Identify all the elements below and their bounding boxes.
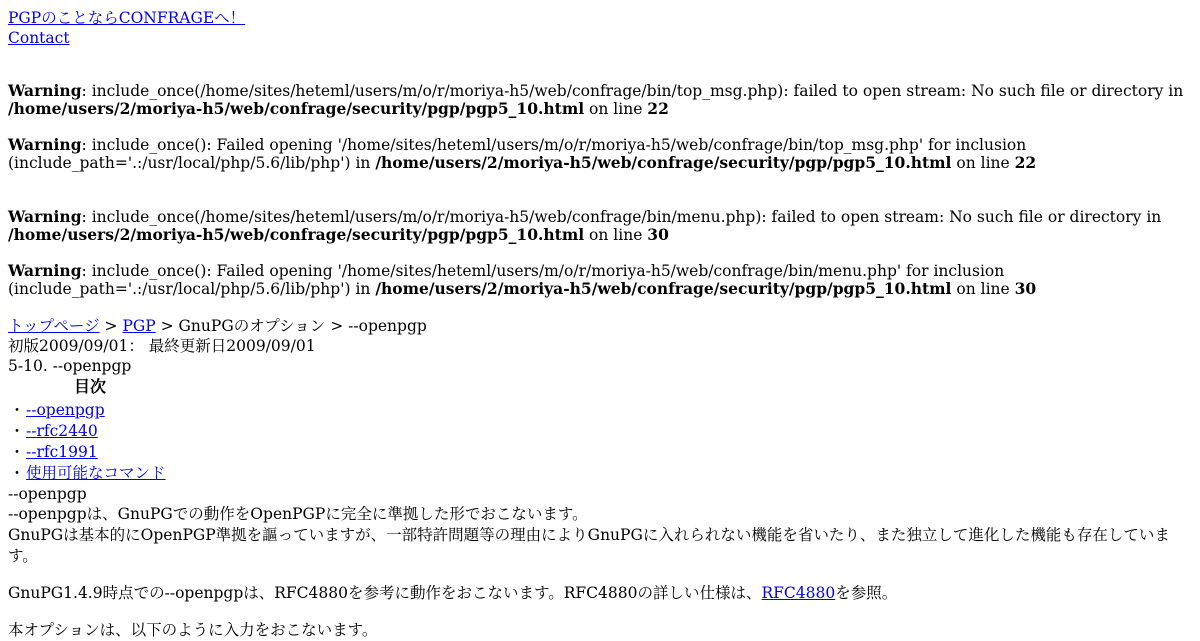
warning-label: Warning [8,81,82,100]
php-warning [8,208,1192,244]
paragraph-text: GnuPG1.4.9時点での--openpgpは、RFC4880を参考に動作をおこないます。RFC4880の詳しい仕様は、 [8,584,762,602]
warning-message: : include_once(/home/sites/heteml/users/m/o/r/moriya-h5/web/confrage/bin/menu.php): failed to open stream: No such file or directory in [81,208,1162,226]
paragraph-text: を参照。 [835,584,898,602]
breadcrumb-separator: > [99,317,123,335]
bullet-icon: ・ [9,401,25,419]
warning-label: Warning [8,261,82,280]
section-paragraph: GnuPGは基本的にOpenPGP準拠を謳っていますが、一部特許問題等の理由によりGnuPGに入れられない機能を省いたり、また独立して進化した機能も存在しています。 [8,526,1170,565]
section-paragraph: --openpgpは、GnuPGでの動作をOpenPGPに完全に準拠した形でおこないます。 [8,505,588,523]
breadcrumb-current: --openpgp [348,317,427,335]
warning-line-number: 30 [1014,279,1037,298]
warning-file: /home/users/2/moriya-h5/web/confrage/security/pgp/pgp5_10.html [8,99,585,118]
breadcrumb-separator: > [325,317,349,335]
breadcrumb-home-link[interactable]: トップページ [8,317,100,335]
contact-link[interactable]: Contact [8,29,70,47]
toc-link-commands[interactable]: 使用可能なコマンド [26,464,166,482]
warning-line-number: 22 [647,99,669,118]
toc-link-openpgp[interactable]: --openpgp [26,401,105,419]
toc-link-rfc1991[interactable]: --rfc1991 [26,443,98,461]
page-title: 5-10. --openpgp [8,357,132,375]
section-paragraph [8,583,1192,604]
warning-on-line: on line [584,226,648,244]
publish-dates: 初版2009/09/01： 最終更新日2009/09/01 [8,337,316,355]
warning-block-2 [8,208,1192,298]
breadcrumb-options: GnuPGのオプション [178,317,326,335]
toc-item [8,442,1192,463]
toc-item [8,463,1192,484]
warning-message: : include_once(): Failed opening '/home/sites/heteml/users/m/o/r/moriya-h5/web/confrage/bin/menu.php' for inclusion (include_path='.:/usr/local/php/5.6/lib/php') in [8,262,1005,298]
section-paragraph: 本オプションは、以下のように入力をおこないます。 [8,621,378,639]
warning-on-line: on line [584,100,648,118]
breadcrumb [8,316,1192,336]
warning-label: Warning [8,207,82,226]
toc-item [8,421,1192,442]
warning-file: /home/users/2/moriya-h5/web/confrage/security/pgp/pgp5_10.html [375,153,952,172]
top-links [8,8,1192,48]
warning-message: : include_once(): Failed opening '/home/sites/heteml/users/m/o/r/moriya-h5/web/confrage/bin/top_msg.php' for inclusion (include_path='.:/usr/local/php/5.6/lib/php') in [8,136,1027,172]
bullet-icon: ・ [9,464,25,482]
php-warning [8,136,1192,172]
breadcrumb-pgp-link[interactable]: PGP [122,317,156,335]
warning-on-line: on line [951,154,1015,172]
rfc4880-link[interactable]: RFC4880 [761,584,836,602]
warning-on-line: on line [951,280,1015,298]
warning-file: /home/users/2/moriya-h5/web/confrage/security/pgp/pgp5_10.html [8,225,585,244]
warning-line-number: 22 [1014,153,1037,172]
toc-title: 目次 [74,377,107,396]
warning-file: /home/users/2/moriya-h5/web/confrage/security/pgp/pgp5_10.html [375,279,952,298]
warning-message: : include_once(/home/sites/heteml/users/m/o/r/moriya-h5/web/confrage/bin/top_msg.php): failed to open stream: No such file or directory in [81,82,1184,100]
bullet-icon: ・ [9,422,25,440]
warning-line-number: 30 [647,225,669,244]
php-warning [8,262,1192,298]
section-title: --openpgp [8,485,87,503]
toc-link-rfc2440[interactable]: --rfc2440 [26,422,98,440]
breadcrumb-separator: > [155,317,179,335]
site-home-link[interactable]: PGPのことならCONFRAGEへ！ [8,9,246,27]
warning-block-1 [8,82,1192,172]
table-of-contents [8,400,1192,484]
bullet-icon: ・ [9,443,25,461]
toc-item [8,400,1192,421]
warning-label: Warning [8,135,82,154]
php-warning [8,82,1192,118]
